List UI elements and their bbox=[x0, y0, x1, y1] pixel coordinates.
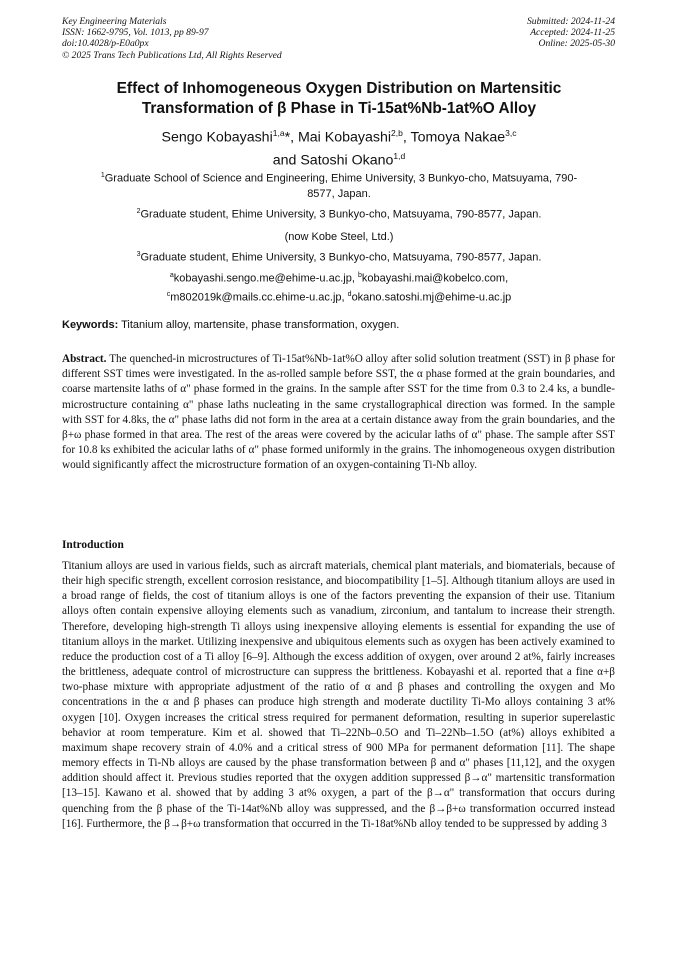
author-name: Sengo Kobayashi bbox=[161, 129, 273, 146]
email-link[interactable]: kobayashi.sengo.me@ehime-u.ac.jp, bbox=[173, 272, 355, 285]
publication-dates bbox=[527, 16, 615, 50]
author-name: and Satoshi Okano bbox=[272, 152, 394, 169]
affiliation-2: $^2$Graduate student, Ehime University, 3 Bunkyo-cho, Matsuyama, 790-8577, Japan. (now Kobe Steel, Ltd.) bbox=[136, 208, 542, 243]
affiliation-3: $^3$Graduate student, Ehime University, 3 Bunkyo-cho, Matsuyama, 790-8577, Japan. bbox=[136, 251, 542, 264]
title-line-1: Effect of Inhomogeneous Oxygen Distribution on Martensitic bbox=[116, 80, 562, 97]
keywords-label: Keywords: bbox=[62, 319, 119, 331]
online-date: Online: 2025-05-30 bbox=[538, 38, 615, 50]
journal-name: Key Engineering Materials bbox=[62, 16, 167, 27]
abstract-text: The quenched-in microstructures of Ti-15at%Nb-1at%O alloy after solid solution treatment (SST) in β phase for different SST times were investigated. In the as-rolled sample before SST, the α phase formed at the grain boundaries, and coarse martensite laths of α" phase formed in the grains. In the sample after SST for the time from 0.3 to 2.4 ks, a bundle-microstructure containing α" phase laths nucleating in the same crystallographical direction was formed. In the sample with SST for 4.8ks, the α" phase laths did not form in the area at a certain distance away from the grain boundaries, and the β+ω phase formed in that area. The rest of the areas were covered by the acicular laths of α" phase. The sample after SST for 10.8 ks exhibited the acicular laths of α" phase formed uniformly in the grains. The inhomogeneous oxygen distribution would significantly affect the microstructure formation of an oxygen-containing Ti-Nb alloy. bbox=[62, 353, 615, 472]
author-affil-sup: 2,b bbox=[391, 128, 403, 138]
abstract-label: Abstract. bbox=[62, 353, 107, 365]
title-line-2: Transformation of β Phase in Ti-15at%Nb-1at%O Alloy bbox=[141, 100, 537, 117]
author-affil-sup: 3,c bbox=[505, 128, 517, 138]
abstract bbox=[62, 352, 615, 474]
author-list: Sengo Kobayashi$^{1,a}$*, Mai Kobayashi$^{2,b}$, Tomoya Nakae$^{3,c}$ and Satoshi Okano$^{1,d}$ bbox=[161, 128, 517, 169]
author-affil-sup: 1,a bbox=[272, 128, 285, 138]
accepted-date: Accepted: 2024-11-25 bbox=[530, 27, 615, 39]
paper-title bbox=[62, 79, 616, 119]
section-heading-introduction: Introduction bbox=[62, 539, 124, 551]
introduction-body: Titanium alloys are used in various fields, such as aircraft materials, chemical plant materials, and biomaterials, because of their high specific strength, excellent corrosion resistance, and biocompatibility [1–5]. Although titanium alloys are used in a broad range of fields, the cost of titanium alloys is one of the factors preventing the expansion of their use. Titanium alloys often contain expensive alloying elements such as vanadium, zirconium, and tantalum to increase their strength. Therefore, developing high-strength Ti alloys using inexpensive alloying elements is essential for expanding the use of titanium alloys in the market. Utilizing inexpensive and ubiquitous elements such as oxygen has been actively examined to reduce the production cost of a Ti alloy [6–9]. Although the excess addition of oxygen, over around 2 at%, fairly increases the brittleness, adequate control of microstructure can suppress the brittleness. Kobayashi et al. reported that a fine α+β two-phase mixture with appropriate adjustment of the ratio of α and β phases and controlling the oxygen and Mo concentrations in the α and β phases can produce high strength and moderate ductility Ti-Mo alloys containing 3 at% oxygen [10]. Oxygen increases the critical stress required for permanent deformation, resulting in superior superelastic behavior at room temperature. Kim et al. showed that Ti–22Nb–0.5O and Ti–22Nb–1.5O (at%) alloys exhibited a maximum shape recovery strain of 4.0% and a critical stress of 900 MPa for permanent deformation [11]. The shape memory effects in Ti-Nb alloys are caused by the phase transformation between β and α" phases [11,12], and the oxygen addition should affect it. Previous studies reported that the oxygen addition suppressed β→α" martensitic transformation [13–15]. Kawano et al. showed that by adding 3 at% oxygen, a part of the β→α" transformation that occurs during quenching from the β phase of the Ti-14at%Nb alloy was suppressed, and the β→β+ω transformation occurred instead [16]. Furthermore, the β→β+ω transformation that occurred in the Ti-18at%Nb alloy tended to be suppressed by adding 3 bbox=[62, 560, 615, 830]
author-name: Tomoya Nakae bbox=[410, 129, 506, 146]
email-link[interactable]: okano.satoshi.mj@ehime-u.ac.jp bbox=[351, 291, 512, 304]
author-name: Mai Kobayashi bbox=[297, 129, 392, 146]
journal-issn: ISSN: 1662-9795, Vol. 1013, pp 89-97 bbox=[62, 27, 209, 39]
journal-doi[interactable]: doi:10.4028/p-E0a0px bbox=[62, 38, 149, 50]
affiliation-1: $^1$Graduate School of Science and Engineering, Ehime University, 3 Bunkyo-cho, Matsuyama, 790- 8577, Japan. bbox=[100, 172, 578, 200]
email-link[interactable]: kobayashi.mai@kobelco.com, bbox=[361, 272, 509, 285]
author-emails: $^a$kobayashi.sengo.me@ehime-u.ac.jp, $^b$kobayashi.mai@kobelco.com, $^c$m802019k@mails.cc.ehime-u.ac.jp, $^d$okano.satoshi.mj@ehime-u.ac.jp bbox=[166, 272, 512, 304]
email-link[interactable]: m802019k@mails.cc.ehime-u.ac.jp, bbox=[170, 291, 345, 304]
keywords-text: Titanium alloy, martensite, phase transformation, oxygen. bbox=[121, 319, 400, 331]
author-affil-sup: 1,d bbox=[393, 150, 406, 161]
journal-copyright: © 2025 Trans Tech Publications Ltd, All Rights Reserved bbox=[62, 49, 282, 61]
submitted-date: Submitted: 2024-11-24 bbox=[526, 16, 615, 27]
journal-info bbox=[62, 16, 282, 61]
keywords bbox=[62, 318, 399, 333]
